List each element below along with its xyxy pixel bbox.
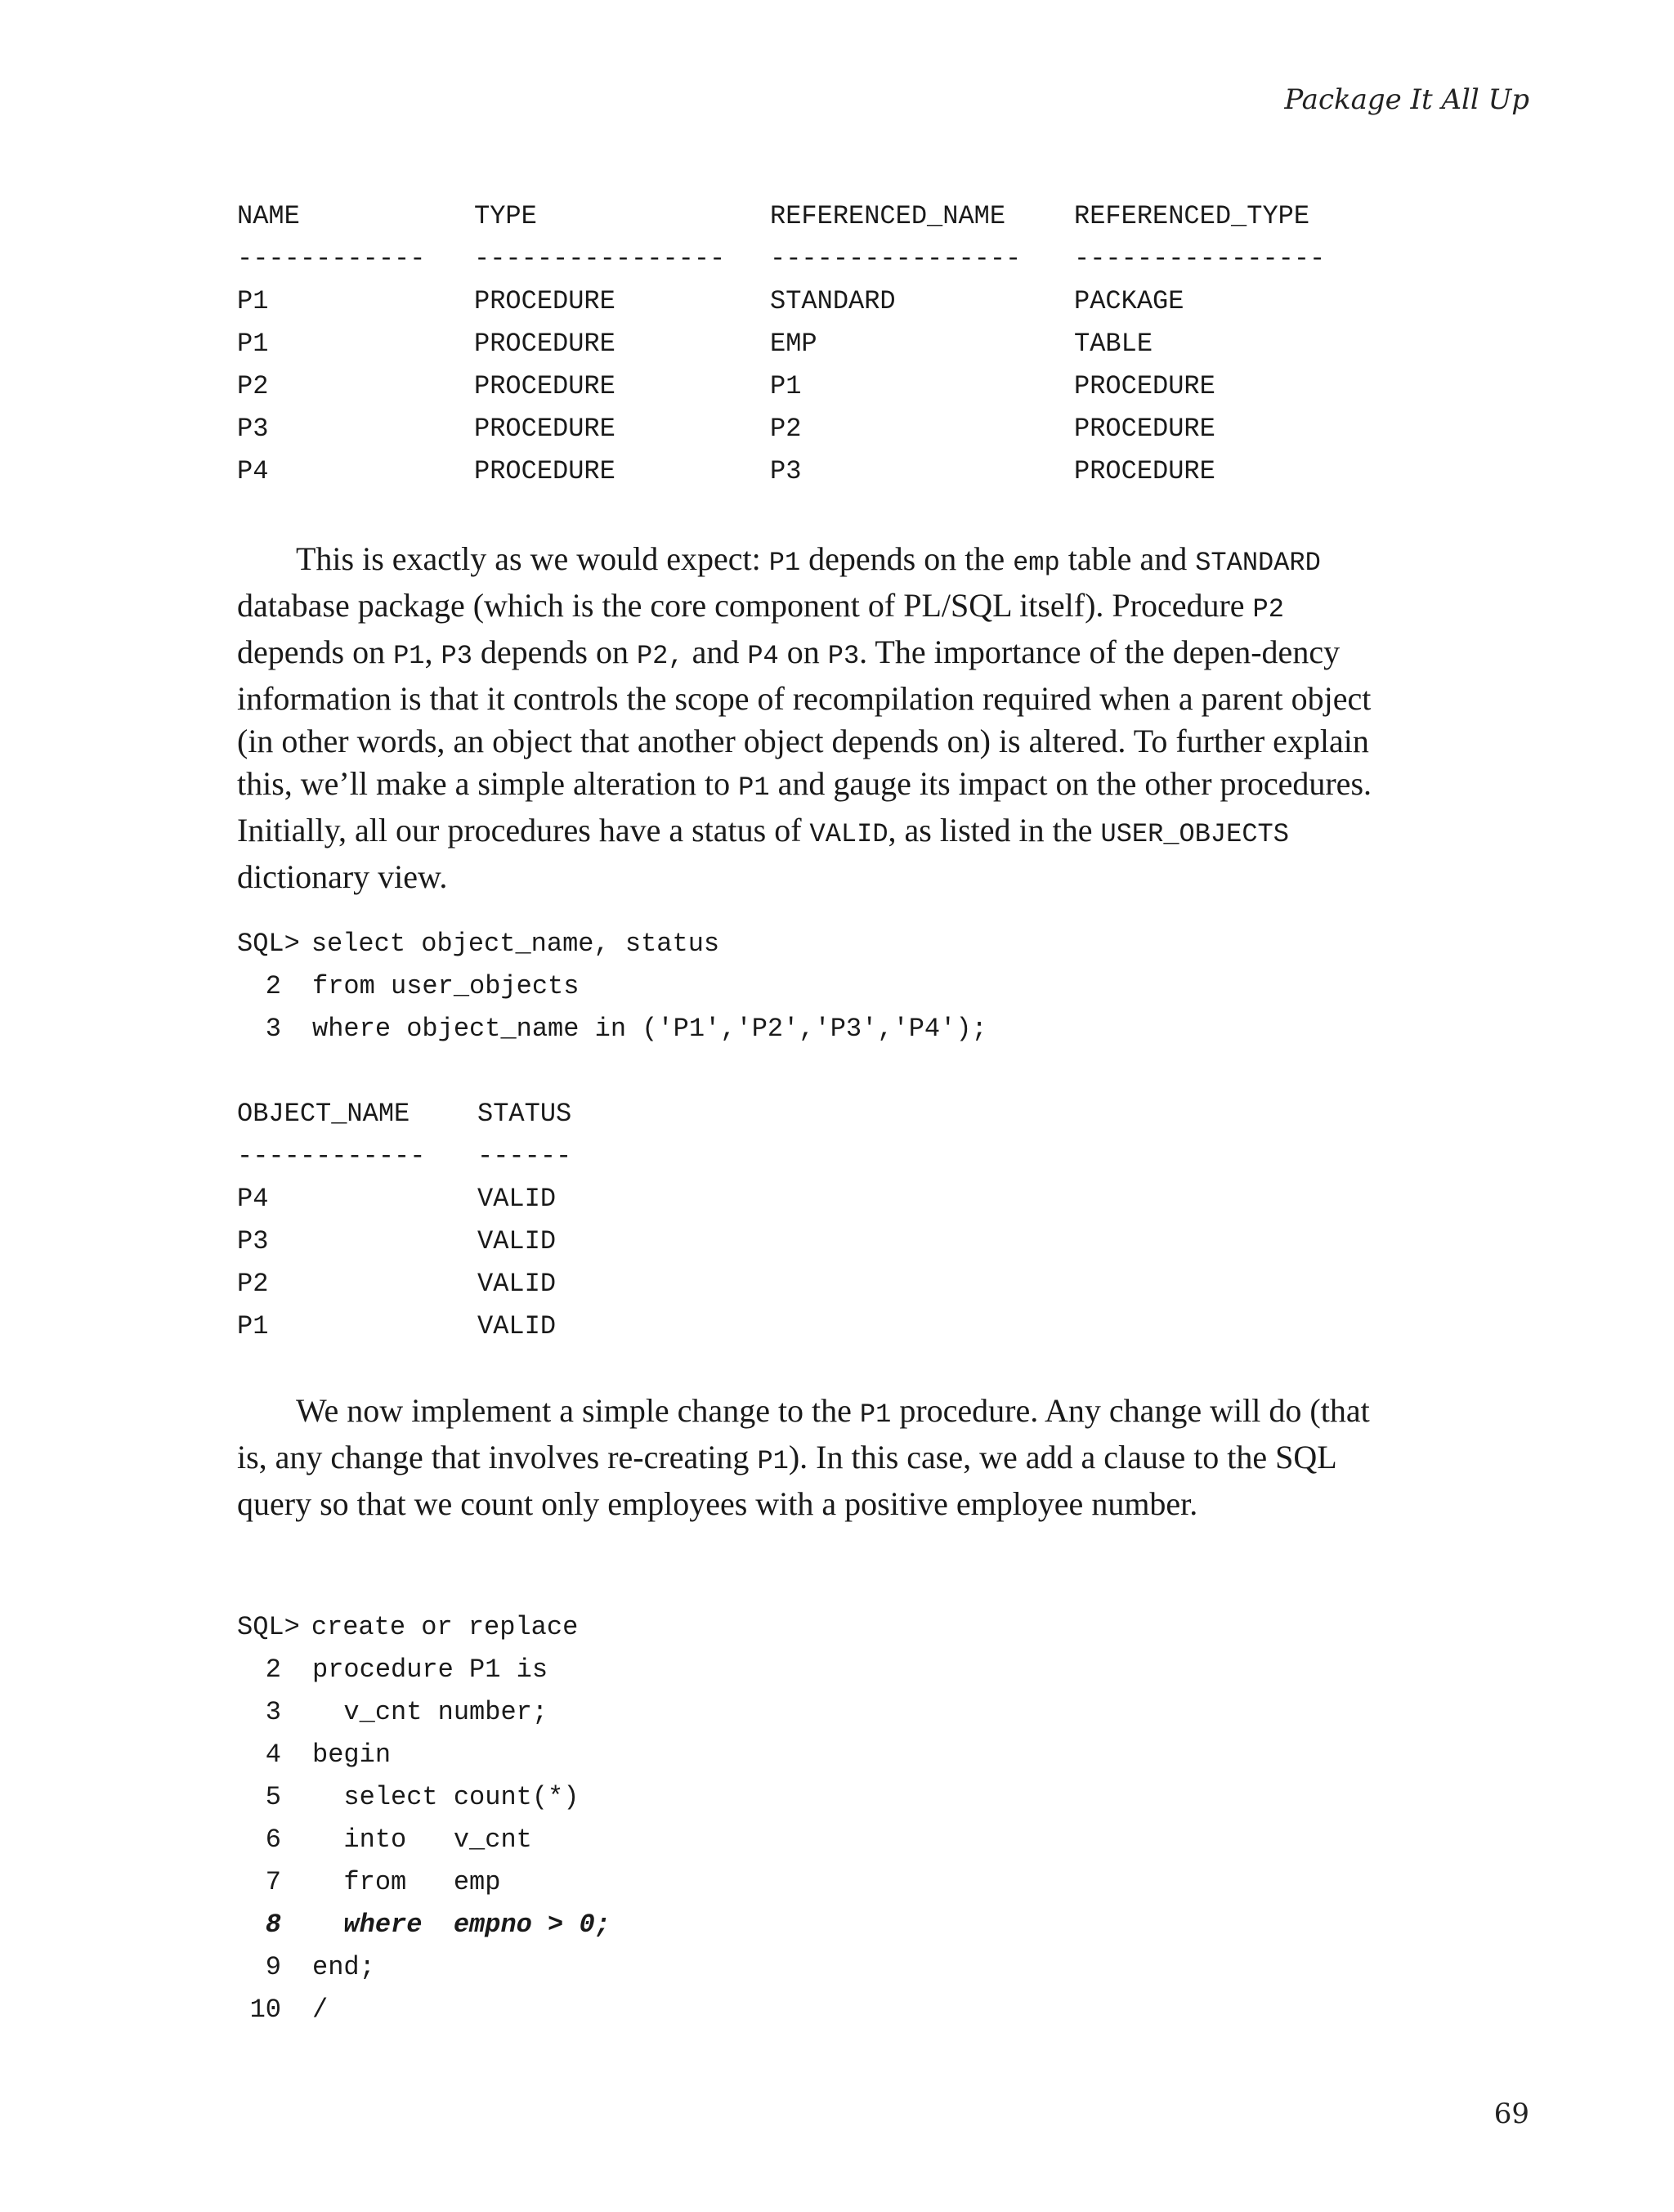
code-text: / bbox=[312, 1995, 329, 2025]
line-number: 2 bbox=[265, 1655, 281, 1685]
text-run: depends on bbox=[472, 634, 637, 670]
sql-prompt: SQL> bbox=[237, 929, 300, 959]
table-header-row bbox=[237, 201, 1325, 244]
table-cell: EMP bbox=[770, 329, 817, 359]
separator: ---------------- bbox=[770, 244, 1022, 274]
inline-code: P2, bbox=[636, 641, 684, 671]
table-row bbox=[237, 456, 1325, 499]
table-cell: PROCEDURE bbox=[474, 286, 615, 316]
page-number: 69 bbox=[1493, 2098, 1529, 2130]
code-line bbox=[237, 971, 987, 1014]
inline-code: P1 bbox=[757, 1446, 789, 1476]
table-cell: P3 bbox=[237, 1226, 269, 1256]
column-header: REFERENCED_TYPE bbox=[1074, 201, 1310, 231]
code-text: select count(*) bbox=[312, 1782, 580, 1812]
text-run: database package (which is the core component of PL/SQL itself). Procedure bbox=[237, 587, 1253, 624]
inline-code: P1 bbox=[768, 548, 801, 578]
column-header: NAME bbox=[237, 201, 300, 231]
text-run: This is exactly as we would expect: bbox=[296, 540, 769, 577]
table-cell: PROCEDURE bbox=[1074, 456, 1215, 486]
table-cell: VALID bbox=[477, 1226, 557, 1256]
table-cell: P4 bbox=[237, 1184, 269, 1214]
inline-code: P1 bbox=[738, 772, 770, 803]
separator: ------------ bbox=[237, 1141, 426, 1171]
table-cell: P4 bbox=[237, 456, 269, 486]
code-text: end; bbox=[312, 1952, 375, 1982]
table-row bbox=[237, 1226, 571, 1269]
inline-code: VALID bbox=[809, 819, 888, 849]
inline-code: USER_OBJECTS bbox=[1100, 819, 1289, 849]
text-run: ). In this case, we add a clause to the SQL query so that we count only employees with a positive employee number. bbox=[237, 1439, 1336, 1522]
table-cell: PROCEDURE bbox=[474, 329, 615, 359]
separator: ---------------- bbox=[1074, 244, 1326, 274]
text-run: dictionary view. bbox=[237, 858, 448, 895]
line-number: 6 bbox=[265, 1825, 281, 1855]
code-line bbox=[237, 1867, 611, 1910]
line-number: 3 bbox=[265, 1697, 281, 1727]
table-cell: VALID bbox=[477, 1311, 557, 1341]
table-cell: P1 bbox=[237, 1311, 269, 1341]
line-number: 9 bbox=[265, 1952, 281, 1982]
inline-code: P2 bbox=[1252, 594, 1284, 625]
table-cell: PROCEDURE bbox=[474, 414, 615, 444]
table-cell: P2 bbox=[237, 1269, 269, 1299]
text-run: depends on bbox=[237, 634, 394, 670]
body-paragraph-2 bbox=[237, 1390, 1381, 1525]
code-text: where empno > 0; bbox=[312, 1910, 611, 1940]
table-header-row bbox=[237, 1099, 571, 1141]
column-header: STATUS bbox=[477, 1099, 572, 1129]
text-run: on bbox=[778, 634, 828, 670]
table-cell: PROCEDURE bbox=[1074, 371, 1215, 401]
code-line-highlighted bbox=[237, 1910, 611, 1952]
table-cell: PACKAGE bbox=[1074, 286, 1184, 316]
separator: ------ bbox=[477, 1141, 572, 1171]
inline-code: P3 bbox=[441, 641, 472, 671]
table-cell: VALID bbox=[477, 1269, 557, 1299]
line-number: 3 bbox=[265, 1014, 281, 1044]
inline-code: emp bbox=[1013, 548, 1060, 578]
line-number: 5 bbox=[265, 1782, 281, 1812]
code-line bbox=[237, 1825, 611, 1867]
code-text: from user_objects bbox=[312, 971, 580, 1001]
code-line bbox=[237, 1782, 611, 1825]
text-run: and gauge its impact on the other procedures. Initially, all our procedures have a status of bbox=[237, 765, 1372, 849]
inline-code: P1 bbox=[393, 641, 425, 671]
table-row bbox=[237, 1311, 571, 1354]
code-line bbox=[237, 1655, 611, 1697]
code-text: begin bbox=[312, 1740, 392, 1770]
table-separator-row bbox=[237, 244, 1325, 286]
table-cell: PROCEDURE bbox=[474, 371, 615, 401]
code-line bbox=[237, 1014, 987, 1056]
table-row bbox=[237, 286, 1325, 329]
code-text: where object_name in ('P1','P2','P3','P4'); bbox=[312, 1014, 987, 1044]
line-number: 7 bbox=[265, 1867, 281, 1897]
text-run: We now implement a simple change to the bbox=[296, 1392, 860, 1429]
line-number: 10 bbox=[249, 1995, 281, 2025]
table-cell: P1 bbox=[770, 371, 802, 401]
table-row bbox=[237, 414, 1325, 456]
table-cell: P2 bbox=[770, 414, 802, 444]
column-header: REFERENCED_NAME bbox=[770, 201, 1006, 231]
table-cell: P3 bbox=[770, 456, 802, 486]
table-cell: STANDARD bbox=[770, 286, 896, 316]
code-line bbox=[237, 1740, 611, 1782]
code-line bbox=[237, 1952, 611, 1995]
text-run: table and bbox=[1059, 540, 1196, 577]
text-run: , bbox=[424, 634, 441, 670]
inline-code: P1 bbox=[859, 1399, 892, 1430]
code-line bbox=[237, 1995, 611, 2037]
code-text: procedure P1 is bbox=[312, 1655, 548, 1685]
code-text: select object_name, status bbox=[311, 929, 720, 959]
code-text: from emp bbox=[312, 1867, 501, 1897]
code-line bbox=[237, 929, 987, 971]
code-text: into v_cnt bbox=[312, 1825, 532, 1855]
table-cell: P1 bbox=[237, 286, 269, 316]
code-line bbox=[237, 1697, 611, 1740]
table-cell: PROCEDURE bbox=[474, 456, 615, 486]
table-row bbox=[237, 1184, 571, 1226]
line-number: 2 bbox=[265, 971, 281, 1001]
table-cell: P2 bbox=[237, 371, 269, 401]
separator: ---------------- bbox=[474, 244, 726, 274]
text-run: and bbox=[683, 634, 748, 670]
text-run: , as listed in the bbox=[888, 812, 1101, 849]
table-cell: P1 bbox=[237, 329, 269, 359]
table-cell: VALID bbox=[477, 1184, 557, 1214]
status-table bbox=[237, 1099, 571, 1354]
code-text: v_cnt number; bbox=[312, 1697, 548, 1727]
inline-code: P3 bbox=[827, 641, 860, 671]
sql-create-procedure bbox=[237, 1612, 611, 2037]
table-row bbox=[237, 371, 1325, 414]
table-cell: TABLE bbox=[1074, 329, 1153, 359]
running-header: Package It All Up bbox=[1284, 83, 1529, 116]
column-header: OBJECT_NAME bbox=[237, 1099, 410, 1129]
line-number: 8 bbox=[265, 1910, 281, 1940]
table-cell: P3 bbox=[237, 414, 269, 444]
inline-code: STANDARD bbox=[1195, 548, 1321, 578]
body-paragraph-1 bbox=[237, 538, 1381, 898]
inline-code: P4 bbox=[747, 641, 779, 671]
sql-query-status bbox=[237, 929, 987, 1056]
separator: ------------ bbox=[237, 244, 426, 274]
table-row bbox=[237, 329, 1325, 371]
text-run: procedure. Any change will do (that is, any change that involves re-creating bbox=[237, 1392, 1370, 1475]
table-separator-row bbox=[237, 1141, 571, 1184]
text-run: . The importance of the depen-dency information is that it controls the scope of recompilation required when a parent object (in other words, an object that another object depends on) is altered. To further explain this, we’ll make a simple alteration to bbox=[237, 634, 1372, 802]
table-cell: PROCEDURE bbox=[1074, 414, 1215, 444]
dependency-table bbox=[237, 201, 1325, 499]
table-row bbox=[237, 1269, 571, 1311]
code-line bbox=[237, 1612, 611, 1655]
sql-prompt: SQL> bbox=[237, 1612, 300, 1642]
text-run: depends on the bbox=[800, 540, 1014, 577]
column-header: TYPE bbox=[474, 201, 537, 231]
code-text: create or replace bbox=[311, 1612, 579, 1642]
line-number: 4 bbox=[265, 1740, 281, 1770]
